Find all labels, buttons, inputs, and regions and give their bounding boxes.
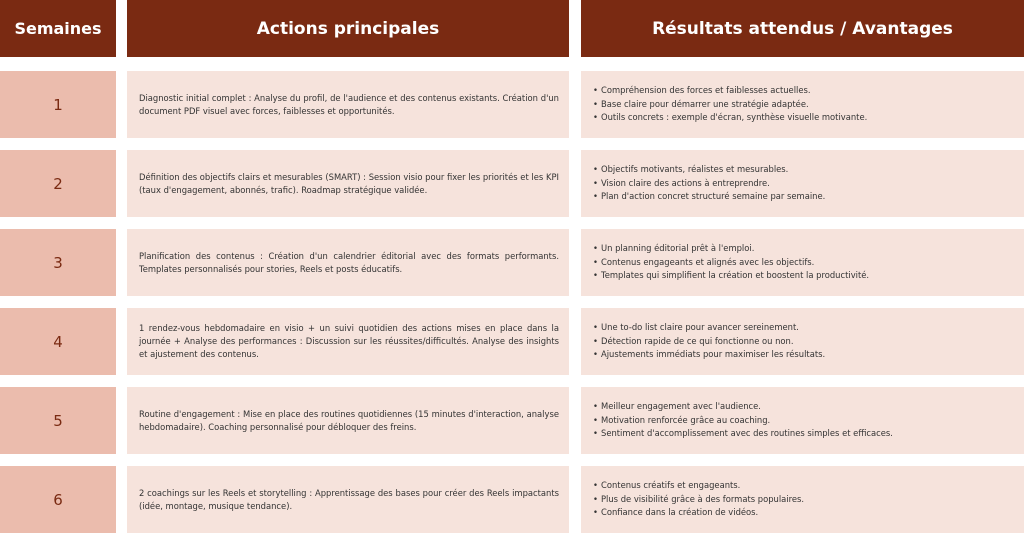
result-item: • Compréhension des forces et faiblesses actuelles.: [593, 85, 811, 96]
result-item: • Contenus créatifs et engageants.: [593, 480, 741, 491]
result-item: • Meilleur engagement avec l'audience.: [593, 401, 761, 412]
results-cell: [581, 71, 1024, 138]
week-number: 5: [0, 387, 116, 454]
result-item: • Motivation renforcée grâce au coaching.: [593, 414, 771, 425]
table-row: [0, 150, 1024, 217]
action-cell: [127, 150, 569, 217]
result-item: • Plan d'action concret structuré semaine par semaine.: [593, 191, 826, 202]
results-cell: [581, 387, 1024, 454]
result-item: • Vision claire des actions à entreprendre.: [593, 177, 770, 188]
results-cell: [581, 466, 1024, 533]
results-list: [593, 479, 804, 520]
action-text: Routine d'engagement : Mise en place des routines quotidiennes (15 minutes d'interaction, analyse hebdomadaire). Coaching personnalisé pour débloquer des freins.: [139, 408, 559, 432]
action-cell: [127, 466, 569, 533]
result-item: • Sentiment d'accomplissement avec des routines simples et efficaces.: [593, 428, 893, 439]
result-item: • Outils concrets : exemple d'écran, synthèse visuelle motivante.: [593, 112, 868, 123]
results-list: [593, 400, 893, 441]
result-item: • Templates qui simplifient la création et boostent la productivité.: [593, 270, 870, 281]
result-item: • Un planning éditorial prêt à l'emploi.: [593, 243, 755, 254]
result-item: • Plus de visibilité grâce à des formats populaires.: [593, 493, 805, 504]
result-item: • Une to-do list claire pour avancer sereinement.: [593, 322, 799, 333]
table-row: [0, 466, 1024, 533]
action-text: 2 coachings sur les Reels et storytelling : Apprentissage des bases pour créer des Reels impactants (idée, montage, musique tendance).: [139, 487, 559, 511]
results-list: [593, 242, 869, 283]
results-cell: [581, 150, 1024, 217]
result-item: • Détection rapide de ce qui fonctionne ou non.: [593, 335, 794, 346]
table-row: [0, 387, 1024, 454]
header-weeks-label: Semaines: [14, 19, 102, 38]
header-actions-label: Actions principales: [256, 18, 440, 39]
result-item: • Base claire pour démarrer une stratégie adaptée.: [593, 98, 809, 109]
results-list: [593, 84, 867, 125]
action-text: Diagnostic initial complet : Analyse du profil, de l'audience et des contenus existants. Création d'un document PDF visuel avec forces, faiblesses et opportunités.: [139, 92, 559, 116]
table-row: [0, 229, 1024, 296]
result-item: • Objectifs motivants, réalistes et mesurables.: [593, 164, 789, 175]
result-item: • Ajustements immédiats pour maximiser les résultats.: [593, 349, 826, 360]
action-cell: [127, 229, 569, 296]
action-cell: [127, 387, 569, 454]
table-row: [0, 71, 1024, 138]
action-cell: [127, 308, 569, 375]
week-number: 1: [0, 71, 116, 138]
results-cell: [581, 308, 1024, 375]
result-item: • Confiance dans la création de vidéos.: [593, 507, 759, 518]
header-results-label: Résultats attendus / Avantages: [652, 18, 953, 39]
week-number: 4: [0, 308, 116, 375]
action-text: 1 rendez-vous hebdomadaire en visio + un suivi quotidien des actions mises en place dans la journée + Analyse des performances : Discussion sur les réussites/difficultés. Analyse des insights et ajustement des contenus.: [139, 323, 559, 359]
header-weeks: [0, 0, 116, 57]
action-cell: [127, 71, 569, 138]
results-list: [593, 321, 825, 362]
table-row: [0, 308, 1024, 375]
week-number: 2: [0, 150, 116, 217]
week-number: 3: [0, 229, 116, 296]
results-list: [593, 163, 825, 204]
action-text: Planification des contenus : Création d'un calendrier éditorial avec des formats performants. Templates personnalisés pour stories, Reels et posts éducatifs.: [139, 250, 559, 274]
results-cell: [581, 229, 1024, 296]
header-results: [581, 0, 1024, 57]
result-item: • Contenus engageants et alignés avec les objectifs.: [593, 256, 815, 267]
action-text: Définition des objectifs clairs et mesurables (SMART) : Session visio pour fixer les priorités et les KPI (taux d'engagement, abonnés, trafic). Roadmap stratégique validée.: [139, 171, 559, 195]
header-actions: [127, 0, 569, 57]
week-number: 6: [0, 466, 116, 533]
